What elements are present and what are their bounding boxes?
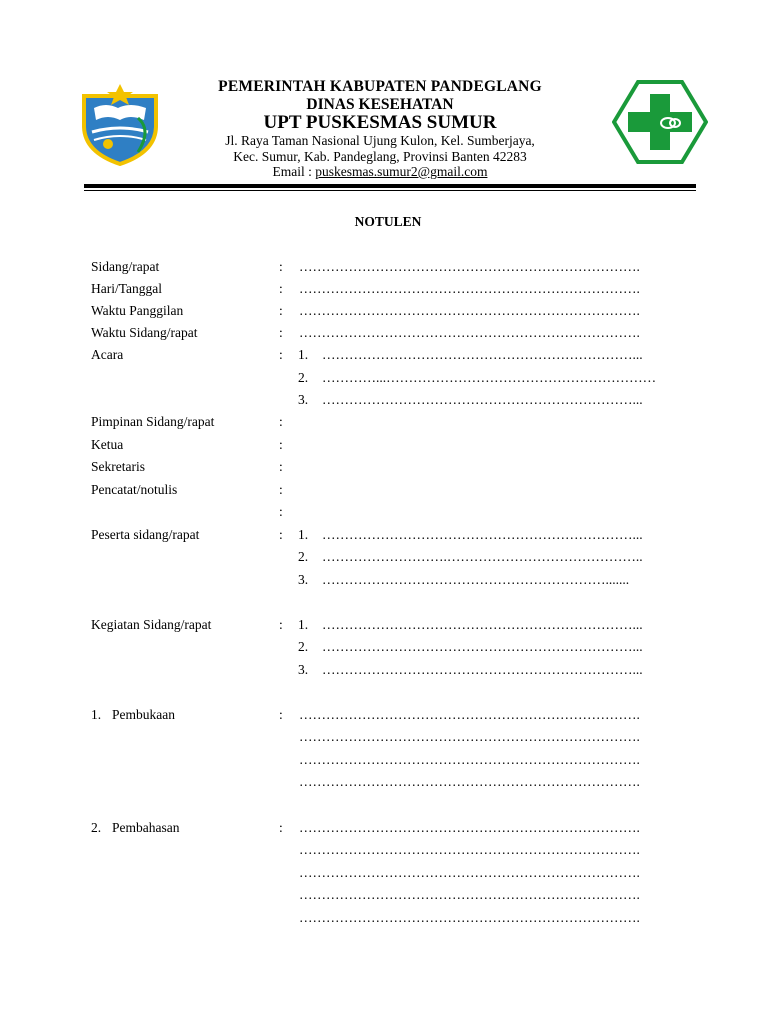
field-label-hari-tanggal: Hari/Tanggal — [91, 281, 163, 296]
field-blank-waktu-sidang[interactable]: …………………………………………………………………. — [299, 325, 640, 340]
field-colon: : — [279, 504, 283, 519]
peserta-item-blank[interactable]: ………………………………………………………....... — [322, 572, 630, 587]
peserta-item-blank[interactable]: ……………………….…………………………………….. — [322, 549, 643, 564]
email-link[interactable]: puskesmas.sumur2@gmail.com — [315, 164, 488, 179]
pembukaan-line[interactable]: …………………………………………………………………. — [299, 774, 640, 789]
section-number: 1. — [91, 707, 102, 722]
list-number: 1. — [298, 347, 309, 362]
pembahasan-line[interactable]: …………………………………………………………………. — [299, 910, 640, 925]
list-number: 3. — [298, 572, 309, 587]
peserta-item-blank[interactable]: ……………………………………………………………... — [322, 527, 643, 542]
list-number: 1. — [298, 617, 309, 632]
field-label-waktu-sidang: Waktu Sidang/rapat — [91, 325, 198, 340]
government-name: PEMERINTAH KABUPATEN PANDEGLANG — [218, 78, 542, 95]
field-blank-waktu-panggilan[interactable]: …………………………………………………………………. — [299, 303, 640, 318]
section-label-pembukaan: Pembukaan — [112, 707, 175, 722]
pembahasan-line[interactable]: …………………………………………………………………. — [299, 842, 640, 857]
acara-item-blank[interactable]: …………...…………………………………………………… — [322, 370, 657, 385]
pembukaan-line[interactable]: …………………………………………………………………. — [299, 707, 640, 722]
field-label-acara: Acara — [91, 347, 124, 362]
field-colon: : — [279, 459, 283, 474]
field-colon: : — [279, 347, 283, 362]
list-number: 3. — [298, 662, 309, 677]
field-label-sekretaris: Sekretaris — [91, 459, 145, 474]
kegiatan-item-blank[interactable]: ……………………………………………………………... — [322, 639, 643, 654]
field-label-kegiatan: Kegiatan Sidang/rapat — [91, 617, 212, 632]
kegiatan-item-blank[interactable]: ……………………………………………………………... — [322, 662, 643, 677]
pembahasan-line[interactable]: …………………………………………………………………. — [299, 865, 640, 880]
section-number: 2. — [91, 820, 102, 835]
address-line-2: Kec. Sumur, Kab. Pandeglang, Provinsi Banten 42283 — [233, 148, 527, 164]
field-label-peserta: Peserta sidang/rapat — [91, 527, 200, 542]
document-title: NOTULEN — [354, 214, 422, 229]
pembahasan-line[interactable]: …………………………………………………………………. — [299, 887, 640, 902]
department-name: DINAS KESEHATAN — [306, 96, 454, 113]
field-label-waktu-panggilan: Waktu Panggilan — [91, 303, 184, 318]
kegiatan-item-blank[interactable]: ……………………………………………………………... — [322, 617, 643, 632]
section-label-pembahasan: Pembahasan — [112, 820, 180, 835]
field-blank-hari-tanggal[interactable]: …………………………………………………………………. — [299, 281, 640, 296]
field-label-ketua: Ketua — [91, 437, 124, 452]
list-number: 2. — [298, 370, 309, 385]
email-line — [170, 164, 590, 180]
regency-crest-icon — [78, 82, 162, 166]
address-line-1: Jl. Raya Taman Nasional Ujung Kulon, Kel. Sumberjaya, — [225, 133, 535, 148]
field-colon: : — [279, 617, 283, 632]
field-label-pimpinan: Pimpinan Sidang/rapat — [91, 414, 215, 429]
field-label-sidang: Sidang/rapat — [91, 259, 160, 274]
field-colon: : — [279, 325, 283, 340]
field-colon: : — [279, 303, 283, 318]
puskesmas-cross-icon — [612, 80, 708, 164]
letterhead-rule-thin — [84, 190, 696, 191]
acara-item-blank[interactable]: ……………………………………………………………... — [322, 392, 643, 407]
field-blank-sidang[interactable]: …………………………………………………………………. — [299, 259, 640, 274]
field-label-pencatat: Pencatat/notulis — [91, 482, 178, 497]
field-colon: : — [279, 281, 283, 296]
field-colon: : — [279, 414, 283, 429]
institution-name: UPT PUSKESMAS SUMUR — [263, 112, 497, 133]
letterhead-rule-thick — [84, 184, 696, 188]
pembahasan-line[interactable]: …………………………………………………………………. — [299, 820, 640, 835]
field-colon: : — [279, 437, 283, 452]
field-colon: : — [279, 820, 283, 835]
field-colon: : — [279, 707, 283, 722]
acara-item-blank[interactable]: ……………………………………………………………... — [322, 347, 643, 362]
email-label: Email : — [272, 164, 316, 179]
list-number: 2. — [298, 549, 309, 564]
pembukaan-line[interactable]: …………………………………………………………………. — [299, 729, 640, 744]
list-number: 2. — [298, 639, 309, 654]
list-number: 3. — [298, 392, 309, 407]
field-colon: : — [279, 482, 283, 497]
field-colon: : — [279, 259, 283, 274]
pembukaan-line[interactable]: …………………………………………………………………. — [299, 752, 640, 767]
list-number: 1. — [298, 527, 309, 542]
field-colon: : — [279, 527, 283, 542]
